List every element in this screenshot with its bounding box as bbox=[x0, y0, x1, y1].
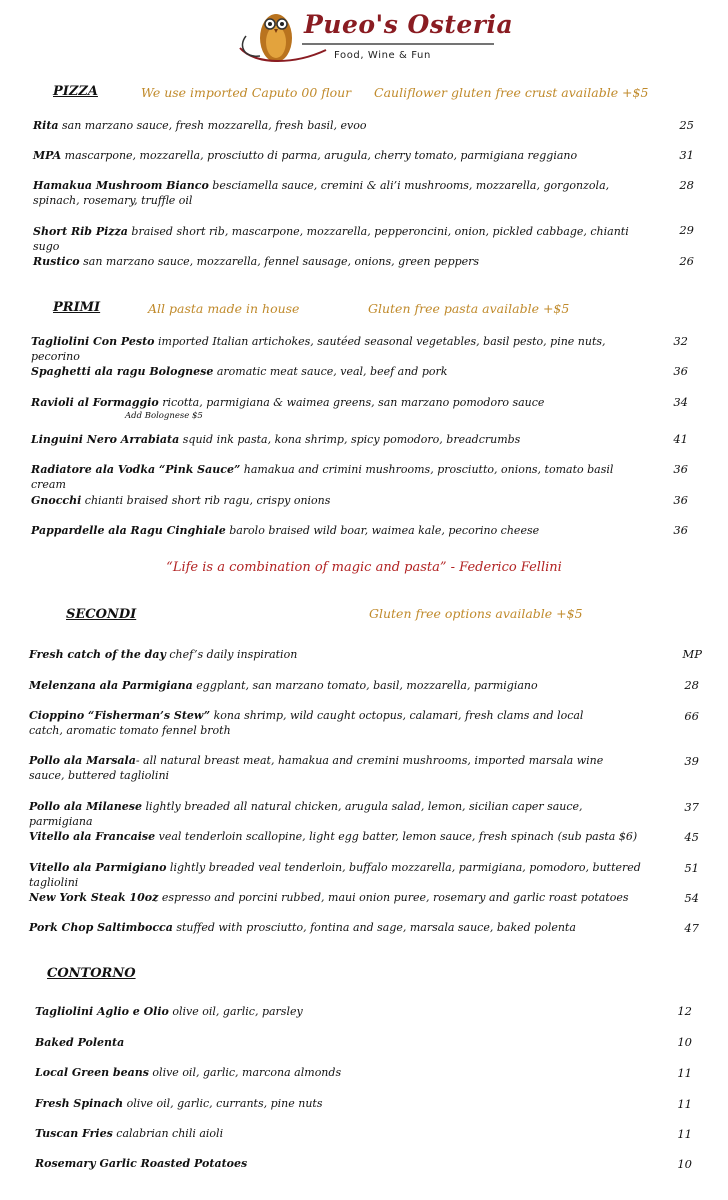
menu-item bbox=[35, 1065, 635, 1080]
item-price: 10 bbox=[677, 1035, 692, 1049]
item-description: lightly breaded all natural chicken, arugula salad, lemon, sicilian caper sauce, parmigiana bbox=[29, 800, 583, 828]
pizza-section-title: PIZZA bbox=[53, 84, 98, 99]
item-description: san marzano sauce, fresh mozzarella, fresh basil, evoo bbox=[58, 119, 367, 132]
item-name: Melenzana ala Parmigiana bbox=[29, 679, 193, 692]
item-name: MPA bbox=[33, 149, 62, 162]
item-price: 39 bbox=[684, 754, 699, 768]
item-description: olive oil, garlic, currants, pine nuts bbox=[123, 1097, 323, 1110]
item-description: mascarpone, mozzarella, prosciutto di parma, arugula, cherry tomato, parmigiana reggiano bbox=[61, 149, 578, 162]
menu-item bbox=[35, 1096, 635, 1111]
item-description: hamakua and crimini mushrooms, prosciutto, onions, tomato basil cream bbox=[31, 463, 614, 491]
menu-item bbox=[31, 395, 651, 410]
menu-item bbox=[33, 148, 633, 163]
item-description: veal tenderloin scallopine, light egg batter, lemon sauce, fresh spinach (sub pasta $6) bbox=[155, 830, 638, 843]
item-name: Local Green beans bbox=[35, 1066, 149, 1079]
item-price: 66 bbox=[684, 709, 699, 723]
menu-item bbox=[33, 178, 633, 208]
menu-item bbox=[35, 1035, 635, 1050]
pizza-note-flour: We use imported Caputo 00 flour bbox=[141, 85, 352, 100]
item-name: Short Rib Pizza bbox=[33, 225, 128, 238]
menu-item bbox=[35, 1004, 635, 1019]
item-description: olive oil, garlic, marcona almonds bbox=[148, 1066, 342, 1079]
menu-item bbox=[29, 799, 649, 829]
item-name: Rustico bbox=[33, 255, 80, 268]
menu-item bbox=[35, 1126, 635, 1141]
restaurant-logo bbox=[236, 6, 514, 70]
item-price: 11 bbox=[677, 1097, 692, 1111]
item-price: 34 bbox=[673, 395, 688, 409]
item-price: 36 bbox=[673, 493, 688, 507]
item-name: Linguini Nero Arrabiata bbox=[31, 433, 180, 446]
item-description: espresso and porcini rubbed, maui onion puree, rosemary and garlic roast potatoes bbox=[158, 891, 629, 904]
menu-item bbox=[29, 920, 649, 935]
item-name: Vitello ala Francaise bbox=[29, 830, 156, 843]
menu-item bbox=[31, 462, 651, 492]
item-price: 51 bbox=[684, 861, 699, 875]
item-name: Vitello ala Parmigiano bbox=[29, 861, 167, 874]
menu-item bbox=[33, 224, 633, 254]
item-price: 29 bbox=[679, 223, 694, 237]
item-description: stuffed with prosciutto, fontina and sage, marsala sauce, baked polenta bbox=[172, 921, 576, 934]
item-addon-note: Add Bolognese $5 bbox=[125, 411, 203, 421]
menu-item bbox=[29, 678, 649, 693]
item-name: Spaghetti ala ragu Bolognese bbox=[31, 365, 214, 378]
menu-item bbox=[29, 829, 649, 844]
item-description: olive oil, garlic, parsley bbox=[168, 1005, 303, 1018]
item-price: 45 bbox=[684, 830, 699, 844]
item-description: braised short rib, mascarpone, mozzarella, pepperoncini, onion, pickled cabbage, chianti sugo bbox=[33, 225, 629, 253]
item-name: Baked Polenta bbox=[35, 1036, 125, 1049]
secondi-note-gluten-free: Gluten free options available +$5 bbox=[369, 606, 583, 621]
contorno-section-title: CONTORNO bbox=[47, 966, 136, 981]
item-name: Rita bbox=[33, 119, 59, 132]
item-name: Cioppino “Fisherman’s Stew” bbox=[29, 709, 211, 722]
item-name: Radiatore ala Vodka “Pink Sauce” bbox=[31, 463, 241, 476]
menu-item bbox=[33, 254, 633, 269]
item-price: 37 bbox=[684, 800, 699, 814]
menu-item bbox=[29, 860, 669, 890]
item-price: 12 bbox=[677, 1004, 692, 1018]
menu-item bbox=[31, 523, 651, 538]
item-price: 54 bbox=[684, 891, 699, 905]
item-description: squid ink pasta, kona shrimp, spicy pomodoro, breadcrumbs bbox=[179, 433, 521, 446]
item-price: 10 bbox=[677, 1157, 692, 1171]
item-name: Tagliolini Con Pesto bbox=[31, 335, 155, 348]
logo-title: Pueo's Osteria bbox=[304, 10, 514, 39]
menu-item bbox=[31, 334, 651, 364]
item-name: Pappardelle ala Ragu Cinghiale bbox=[31, 524, 226, 537]
menu-item bbox=[33, 118, 633, 133]
item-price: 47 bbox=[684, 921, 699, 935]
item-name: Gnocchi bbox=[31, 494, 82, 507]
menu-item bbox=[29, 708, 619, 738]
item-description: besciamella sauce, cremini & ali’i mushrooms, mozzarella, gorgonzola, spinach, rosemary, truffle oil bbox=[33, 179, 610, 207]
item-description: barolo braised wild boar, waimea kale, pecorino cheese bbox=[225, 524, 540, 537]
item-description: imported Italian artichokes, sautéed seasonal vegetables, basil pesto, pine nuts, pecorino bbox=[31, 335, 606, 363]
logo-tagline: Food, Wine & Fun bbox=[334, 50, 431, 61]
item-name: Tuscan Fries bbox=[35, 1127, 113, 1140]
item-description: ricotta, parmigiana & waimea greens, san marzano pomodoro sauce bbox=[158, 396, 545, 409]
menu-item bbox=[29, 753, 629, 783]
menu-item bbox=[29, 890, 649, 905]
item-price: 28 bbox=[684, 678, 699, 692]
item-name: Pollo ala Milanese bbox=[29, 800, 142, 813]
item-description: calabrian chili aioli bbox=[112, 1127, 224, 1140]
item-description: eggplant, san marzano tomato, basil, mozzarella, parmigiano bbox=[192, 679, 538, 692]
menu-item bbox=[31, 432, 651, 447]
item-price: 28 bbox=[679, 178, 694, 192]
item-description: san marzano sauce, mozzarella, fennel sausage, onions, green peppers bbox=[79, 255, 480, 268]
item-price: 41 bbox=[673, 432, 688, 446]
item-price: 26 bbox=[679, 254, 694, 268]
item-description: chianti braised short rib ragu, crispy onions bbox=[81, 494, 331, 507]
item-price: 36 bbox=[673, 364, 688, 378]
item-name: Tagliolini Aglio e Olio bbox=[35, 1005, 169, 1018]
menu-item bbox=[35, 1156, 635, 1171]
item-price: MP bbox=[682, 647, 702, 661]
primi-note-gluten-free: Gluten free pasta available +$5 bbox=[368, 301, 570, 316]
fellini-quote: “Life is a combination of magic and pasta” - Federico Fellini bbox=[166, 560, 562, 575]
item-price: 36 bbox=[673, 523, 688, 537]
item-name: Rosemary Garlic Roasted Potatoes bbox=[35, 1157, 248, 1170]
item-price: 32 bbox=[673, 334, 688, 348]
item-description: chef’s daily inspiration bbox=[165, 648, 298, 661]
item-name: Pork Chop Saltimbocca bbox=[29, 921, 173, 934]
pizza-note-gluten-free: Cauliflower gluten free crust available +$5 bbox=[374, 85, 649, 100]
item-name: New York Steak 10oz bbox=[29, 891, 159, 904]
menu-item bbox=[31, 493, 651, 508]
item-price: 36 bbox=[673, 462, 688, 476]
item-price: 31 bbox=[679, 148, 694, 162]
item-name: Fresh catch of the day bbox=[29, 648, 166, 661]
item-description: lightly breaded veal tenderloin, buffalo mozzarella, parmigiana, pomodoro, buttered tagliolini bbox=[29, 861, 641, 889]
item-name: Ravioli al Formaggio bbox=[31, 396, 159, 409]
item-price: 25 bbox=[679, 118, 694, 132]
item-description: aromatic meat sauce, veal, beef and pork bbox=[213, 365, 448, 378]
item-name: Hamakua Mushroom Bianco bbox=[33, 179, 209, 192]
menu-item bbox=[29, 647, 649, 662]
item-description: kona shrimp, wild caught octopus, calamari, fresh clams and local catch, aromatic tomato fennel broth bbox=[29, 709, 584, 737]
primi-section-title: PRIMI bbox=[53, 300, 101, 315]
item-name: Fresh Spinach bbox=[35, 1097, 124, 1110]
item-name: Pollo ala Marsala bbox=[29, 754, 136, 767]
item-price: 11 bbox=[677, 1127, 692, 1141]
item-description: - all natural breast meat, hamakua and cremini mushrooms, imported marsala wine sauce, buttered tagliolini bbox=[29, 754, 604, 782]
item-price: 11 bbox=[677, 1066, 692, 1080]
secondi-section-title: SECONDI bbox=[66, 607, 137, 622]
primi-note-house-made: All pasta made in house bbox=[148, 301, 300, 316]
menu-item bbox=[31, 364, 651, 379]
